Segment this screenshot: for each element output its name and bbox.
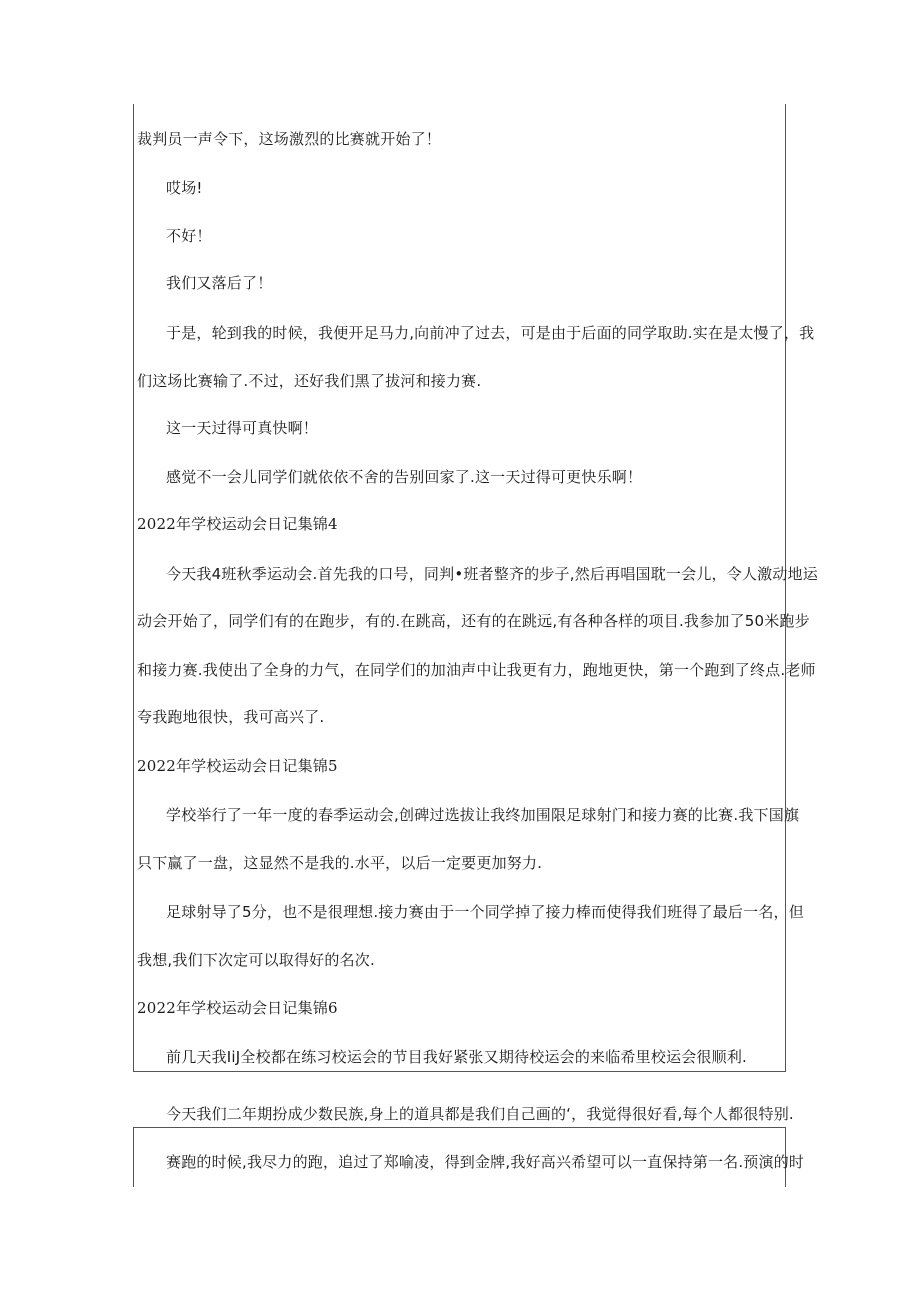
paragraph-line: 裁判员一声令下，这场激烈的比赛就开始了！ <box>137 130 442 148</box>
paragraph-line: 前几天我IiJ全校都在练习校运会的节目我好紧张又期待校运会的来临希里校运会很顺利. <box>166 1048 747 1066</box>
paragraph-line: 我们又落后了！ <box>166 274 273 292</box>
paragraph-line: 足球射导了5分，也不是很理想.接力赛由于一个同学掉了接力棒而使得我们班得了最后一名，但 <box>166 903 804 921</box>
page-frame-top <box>133 104 786 1072</box>
paragraph-line: 和接力赛.我使出了全身的力气，在同学们的加油声中让我更有力，跑地更快，第一个跑到了终点.老师 <box>137 661 816 679</box>
paragraph-line: 我想,我们下次定可以取得好的名次. <box>137 951 375 969</box>
paragraph-line: 赛跑的时候,我尽力的跑，追过了郑喻凌，得到金牌,我好高兴希望可以一直保持第一名.预演的时 <box>166 1153 805 1171</box>
section-heading: 2022年学校运动会日记集锦4 <box>137 515 338 533</box>
paragraph-line: 这一天过得可真快啊！ <box>166 419 319 437</box>
paragraph-line: 于是，轮到我的时候，我便开足马力,向前冲了过去，可是由于后面的同学取助.实在是太慢了，我 <box>166 324 815 342</box>
section-heading: 2022年学校运动会日记集锦5 <box>137 757 338 775</box>
paragraph-line: 动会开始了，同学们有的在跑步，有的.在跳高，还有的在跳远,有各种各样的项目.我参加了50米跑步 <box>137 612 810 630</box>
paragraph-line: 只下赢了一盘，这显然不是我的.水平，以后一定要更加努力. <box>137 854 543 872</box>
paragraph-line: 感觉不一会儿同学们就依依不舍的告别回家了.这一天过得可更快乐啊！ <box>166 468 643 486</box>
paragraph-line: 今天我们二年期扮成少数民族,身上的道具都是我们自己画的‘，我觉得很好看,每个人都很特别. <box>166 1105 794 1123</box>
paragraph-line: 今天我4班秋季运动会.首先我的口号，同判•班者整齐的步子,然后再唱国耽一会儿，令人激动地运 <box>166 565 818 583</box>
section-heading: 2022年学校运动会日记集锦6 <box>137 999 338 1017</box>
paragraph-line: 哎场! <box>166 179 203 197</box>
paragraph-line: 们这场比赛输了.不过，还好我们黑了拔河和接力赛. <box>137 372 482 390</box>
paragraph-line: 学校举行了一年一度的春季运动会,创碑过选拔让我终加围限足球射门和接力赛的比赛.我下国旗 <box>166 806 800 824</box>
paragraph-line: 夸我跑地很快，我可高兴了. <box>137 708 325 726</box>
paragraph-line: 不好！ <box>166 227 212 245</box>
